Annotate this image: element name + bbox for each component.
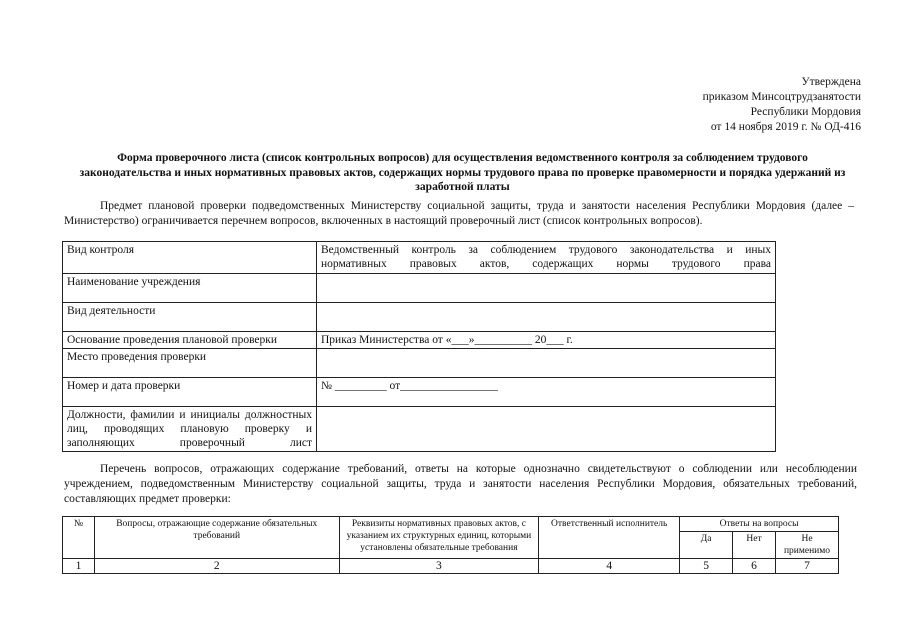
header-num: № bbox=[63, 517, 95, 559]
header-requisites: Реквизиты нормативных правовых актов, с указанием их структурных единиц, которыми установлены обязательные требования bbox=[339, 517, 539, 559]
header-no: Нет bbox=[733, 532, 776, 559]
column-number: 3 bbox=[339, 559, 539, 574]
intro-paragraph: Предмет плановой проверки подведомственных Министерству социальной защиты, труда и занятости населения Республики Мордовия (далее – Министерство) ограничивается перечнем вопросов, включенных в настоящий проверочный лист (список контрольных вопросов). bbox=[64, 200, 854, 227]
info-row bbox=[63, 378, 776, 407]
header-responsible: Ответственный исполнитель bbox=[539, 517, 680, 559]
approval-line: от 14 ноября 2019 г. № ОД-416 bbox=[710, 121, 861, 133]
info-label: Номер и дата проверки bbox=[63, 378, 317, 407]
info-row bbox=[63, 332, 776, 349]
column-number: 4 bbox=[539, 559, 680, 574]
header-questions: Вопросы, отражающие содержание обязательных требований bbox=[94, 517, 339, 559]
info-value[interactable] bbox=[317, 349, 776, 378]
column-number: 6 bbox=[733, 559, 776, 574]
info-row bbox=[63, 407, 776, 452]
info-value[interactable] bbox=[317, 407, 776, 452]
info-label: Должности, фамилии и инициалы должностных лиц, проводящих плановую проверку и заполняющих проверочный лист bbox=[63, 407, 317, 452]
info-row bbox=[63, 303, 776, 332]
column-number: 7 bbox=[775, 559, 838, 574]
approval-line: Утверждена bbox=[801, 76, 861, 88]
info-value[interactable]: № _________ от_________________ bbox=[317, 378, 776, 407]
list-intro-paragraph: Перечень вопросов, отражающих содержание требований, ответы на которые однозначно свидетельствуют о соблюдении или несоблюдении учреждением, подведомственным Министерству социальной защиты, труда и занятости населения Республики Мордовия, обязательных требований, составляющих предмет проверки: bbox=[64, 463, 857, 505]
info-value[interactable] bbox=[317, 274, 776, 303]
info-label: Место проведения проверки bbox=[63, 349, 317, 378]
column-number: 5 bbox=[680, 559, 733, 574]
info-row bbox=[63, 274, 776, 303]
info-row bbox=[63, 242, 776, 274]
header-row bbox=[63, 517, 839, 532]
info-label: Основание проведения плановой проверки bbox=[63, 332, 317, 349]
info-value[interactable] bbox=[317, 303, 776, 332]
questions-table bbox=[62, 516, 839, 574]
info-value[interactable]: Ведомственный контроль за соблюдением трудового законодательства и иных нормативных правовых актов, содержащих нормы трудового права bbox=[317, 242, 776, 274]
column-number: 1 bbox=[63, 559, 95, 574]
column-number: 2 bbox=[94, 559, 339, 574]
info-row bbox=[63, 349, 776, 378]
header-answers: Ответы на вопросы bbox=[680, 517, 839, 532]
form-title: Форма проверочного листа (список контрольных вопросов) для осуществления ведомственного контроля за соблюдением трудового законодательства и иных нормативных правовых актов, содержащих нормы трудового права по проверке правомерности и порядка удержаний из заработной платы bbox=[79, 152, 846, 193]
column-number-row bbox=[63, 559, 839, 574]
header-na: Не применимо bbox=[775, 532, 838, 559]
approval-block bbox=[703, 75, 861, 135]
header-yes: Да bbox=[680, 532, 733, 559]
info-value[interactable]: Приказ Министерства от «___»__________ 20___ г. bbox=[317, 332, 776, 349]
approval-line: Республики Мордовия bbox=[750, 106, 861, 118]
info-label: Вид деятельности bbox=[63, 303, 317, 332]
info-table bbox=[62, 241, 776, 452]
approval-line: приказом Минсоцтрудзанятости bbox=[702, 91, 861, 103]
info-label: Наименование учреждения bbox=[63, 274, 317, 303]
info-label: Вид контроля bbox=[63, 242, 317, 274]
